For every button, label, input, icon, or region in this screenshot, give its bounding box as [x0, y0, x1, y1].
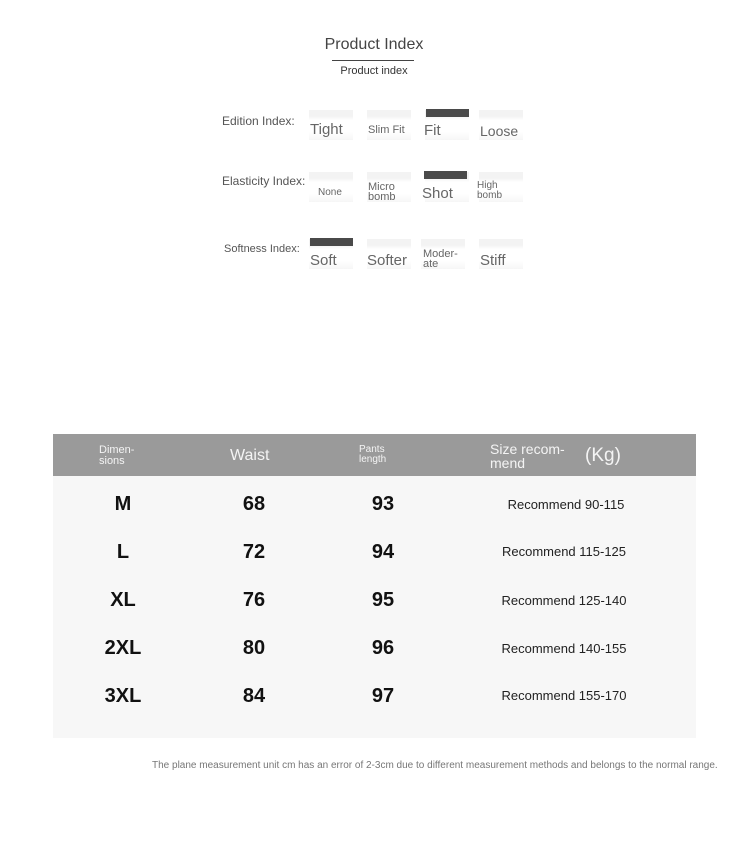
cell-size: 3XL	[104, 685, 142, 707]
elasticity-option-micro-bomb: Micro bomb	[368, 181, 396, 203]
cell-recommend: Recommend 155-170	[501, 688, 627, 703]
cell-waist: 84	[242, 685, 266, 707]
title-divider	[332, 60, 414, 61]
cell-length: 93	[371, 493, 395, 515]
softness-option-stiff: Stiff	[480, 252, 506, 269]
cell-size: L	[116, 541, 130, 563]
table-header	[53, 434, 696, 476]
cell-size: XL	[110, 589, 136, 611]
header-size-recommend: Size recom-mend	[490, 441, 565, 471]
cell-recommend: Recommend 125-140	[501, 593, 627, 608]
cell-waist: 68	[242, 493, 266, 515]
cell-waist: 72	[242, 541, 266, 563]
edition-selected-marker	[426, 109, 469, 117]
edition-option-tight: Tight	[310, 121, 343, 138]
softness-option-soft: Soft	[310, 252, 337, 269]
cell-length: 97	[371, 685, 395, 707]
cell-waist: 80	[242, 637, 266, 659]
cell-recommend: Recommend 140-155	[501, 641, 627, 656]
page-subtitle: Product index	[340, 65, 408, 77]
edition-index-label: Edition Index:	[222, 114, 295, 128]
cell-size: M	[114, 493, 132, 515]
softness-option-softer: Softer	[367, 252, 408, 269]
cell-size: 2XL	[104, 637, 142, 659]
elasticity-option-shot: Shot	[422, 185, 453, 202]
measurement-footnote: The plane measurement unit cm has an error of 2-3cm due to different measurement methods and belongs to the normal range.	[152, 760, 718, 771]
softness-index-label: Softness Index:	[224, 243, 300, 255]
header-unit: (Kg)	[585, 445, 621, 466]
cell-waist: 76	[242, 589, 266, 611]
elasticity-index-label: Elasticity Index:	[222, 174, 306, 188]
header-pants-length: Pants length	[359, 444, 387, 465]
size-table	[53, 434, 696, 738]
cell-length: 96	[371, 637, 395, 659]
softness-option-moderate: Moder-ate	[423, 248, 458, 270]
elasticity-option-none: None	[318, 187, 342, 198]
header-dimensions: Dimen-sions	[99, 444, 135, 467]
cell-recommend: Recommend 115-125	[501, 544, 627, 559]
edition-option-loose: Loose	[480, 123, 519, 139]
cell-length: 94	[371, 541, 395, 563]
cell-length: 95	[371, 589, 395, 611]
edition-option-fit: Fit	[424, 122, 441, 139]
page-title: Product Index	[324, 36, 424, 53]
cell-recommend: Recommend 90-115	[507, 497, 625, 512]
edition-option-slim-fit: Slim Fit	[368, 124, 405, 136]
elasticity-option-high-bomb: High bomb	[477, 180, 503, 201]
softness-selected-marker	[310, 238, 353, 246]
header-waist: Waist	[230, 447, 270, 464]
elasticity-selected-marker	[424, 171, 467, 179]
